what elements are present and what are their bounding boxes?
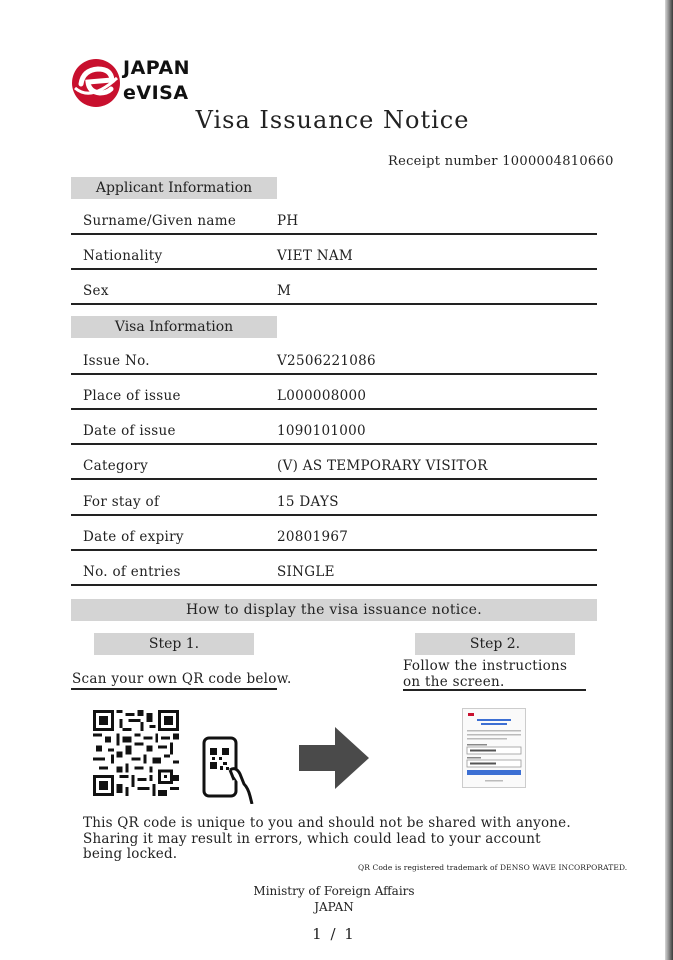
row-for-stay-of — [71, 481, 597, 516]
step1-text: Scan your own QR code below. — [72, 671, 292, 687]
row-value: L000008000 — [277, 388, 367, 404]
screen-preview-icon — [462, 708, 526, 788]
row-value: M — [277, 283, 292, 299]
howto-heading: How to display the visa issuance notice. — [71, 599, 597, 621]
qr-notice — [83, 816, 603, 863]
row-label: Sex — [83, 283, 109, 299]
row-value: V2506221086 — [277, 353, 376, 369]
row-entries — [71, 551, 597, 586]
trademark-note: QR Code is registered trademark of DENSO WAVE INCORPORATED. — [358, 863, 628, 872]
row-value: SINGLE — [277, 564, 335, 580]
step2-text-line2: on the screen. — [403, 674, 505, 690]
row-label: Surname/Given name — [83, 213, 237, 229]
row-surname — [71, 200, 597, 235]
qr-notice-line3: being locked. — [83, 846, 178, 862]
row-value: 20801967 — [277, 529, 349, 545]
receipt-number: Receipt number 1000004810660 — [388, 154, 614, 169]
row-value: 1090101000 — [277, 423, 366, 439]
row-place-of-issue — [71, 375, 597, 410]
page-title: Visa Issuance Notice — [195, 106, 470, 134]
row-label: No. of entries — [83, 564, 181, 580]
row-label: Place of issue — [83, 388, 181, 404]
step1-underline — [71, 688, 277, 690]
row-date-of-issue — [71, 410, 597, 445]
step2-label: Step 2. — [415, 633, 575, 655]
step2-underline — [403, 689, 586, 691]
row-nationality — [71, 235, 597, 270]
row-label: Date of issue — [83, 423, 176, 439]
row-value: PH — [277, 213, 299, 229]
row-sex — [71, 270, 597, 305]
row-value: (V) AS TEMPORARY VISITOR — [277, 458, 488, 474]
phone-scan-icon — [200, 736, 258, 804]
row-label: For stay of — [83, 494, 160, 510]
logo-text-evisa: eVISA — [123, 82, 189, 104]
step2-text-line1: Follow the instructions — [403, 658, 568, 674]
row-category — [71, 445, 597, 480]
row-value: 15 DAYS — [277, 494, 339, 510]
ministry-line2: JAPAN — [314, 900, 354, 914]
logo-text-japan: JAPAN — [123, 57, 191, 79]
row-date-of-expiry — [71, 516, 597, 551]
qr-notice-line1: This QR code is unique to you and should not be shared with anyone. — [83, 815, 571, 831]
row-label: Date of expiry — [83, 529, 184, 545]
applicant-heading: Applicant Information — [71, 177, 277, 199]
arrow-right-icon — [299, 727, 369, 789]
evisa-logo-icon — [71, 58, 121, 108]
qr-code-icon — [93, 710, 179, 796]
row-value: VIET NAM — [277, 248, 354, 264]
row-label: Category — [83, 458, 149, 474]
qr-notice-line2: Sharing it may result in errors, which could lead to your account — [83, 830, 541, 847]
row-issue-no — [71, 340, 597, 375]
page-edge-shadow — [665, 0, 673, 960]
visa-heading: Visa Information — [71, 316, 277, 338]
ministry-line1: Ministry of Foreign Affairs — [253, 884, 415, 898]
row-label: Nationality — [83, 248, 163, 264]
step1-label: Step 1. — [94, 633, 254, 655]
page-number: 1 / 1 — [312, 925, 356, 943]
row-label: Issue No. — [83, 353, 150, 369]
